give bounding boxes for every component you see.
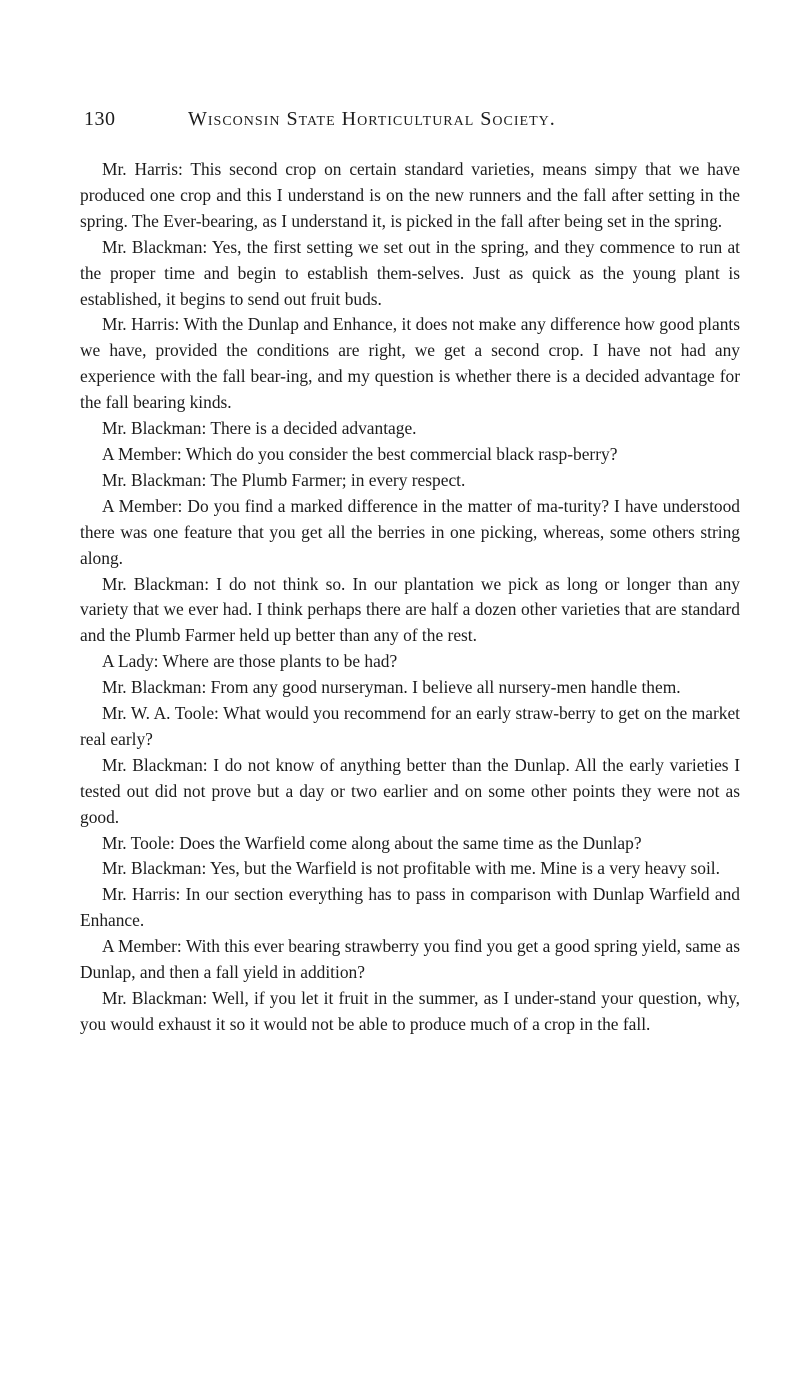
paragraph: Mr. Blackman: I do not think so. In our plantation we pick as long or longer than any variety that we ever had. I think perhaps there are half a dozen other varieties that are standard and the Plumb Farmer held up better than any of the rest. <box>80 573 740 646</box>
paragraph: Mr. Harris: In our section everything has to pass in comparison with Dunlap Warfield and Enhance. <box>80 884 740 931</box>
paragraph: Mr. Blackman: The Plumb Farmer; in every respect. <box>102 469 466 490</box>
page-number: 130 <box>84 108 116 130</box>
paragraph: Mr. Blackman: I do not know of anything better than the Dunlap. All the early varieties I tested out did not prove but a day or two earlier and on some other points they were not as good. <box>80 754 740 827</box>
paragraph: A Member: Which do you consider the best commercial black rasp-berry? <box>102 443 618 464</box>
paragraph: Mr. W. A. Toole: What would you recommend for an early straw-berry to get on the market real early? <box>80 703 740 749</box>
paragraph: Mr. Blackman: Well, if you let it fruit in the summer, as I under-stand your question, why, you would exhaust it so it would not be able to produce much of a crop in the fall. <box>80 988 740 1034</box>
body-text <box>80 157 740 1038</box>
paragraph: A Member: With this ever bearing strawberry you find you get a good spring yield, same as Dunlap, and then a fall yield in addition? <box>80 936 740 983</box>
paragraph: Mr. Toole: Does the Warfield come along about the same time as the Dunlap? <box>102 832 642 853</box>
paragraph: Mr. Blackman: Yes, the first setting we set out in the spring, and they commence to run at the proper time and begin to establish them-selves. Just as quick as the young plant is established, it begins to send out fruit buds. <box>80 236 740 309</box>
page-header <box>84 108 644 138</box>
paragraph: Mr. Blackman: Yes, but the Warfield is not profitable with me. Mine is a very heavy soil. <box>102 858 720 879</box>
running-head: Wisconsin State Horticultural Society. <box>188 108 556 130</box>
paragraph: Mr. Blackman: From any good nurseryman. I believe all nursery-men handle them. <box>102 677 681 698</box>
paragraph: A Lady: Where are those plants to be had? <box>102 651 398 672</box>
paragraph: A Member: Do you find a marked difference in the matter of ma-turity? I have understood there was one feature that you get all the berries in one picking, whereas, some others string along. <box>80 495 740 568</box>
paragraph: Mr. Harris: This second crop on certain standard varieties, means simpy that we have produced one crop and this I understand is on the new runners and the fall after setting in the spring. The Ever-bearing, as I understand it, is picked in the fall after being set in the spring. <box>80 159 740 231</box>
paragraph: Mr. Harris: With the Dunlap and Enhance, it does not make any difference how good plants we have, provided the conditions are right, we get a second crop. I have not had any experience with the fall bear-ing, and my question is whether there is a decided advantage for the fall bearing kinds. <box>80 314 740 413</box>
paragraph: Mr. Blackman: There is a decided advantage. <box>102 418 417 439</box>
